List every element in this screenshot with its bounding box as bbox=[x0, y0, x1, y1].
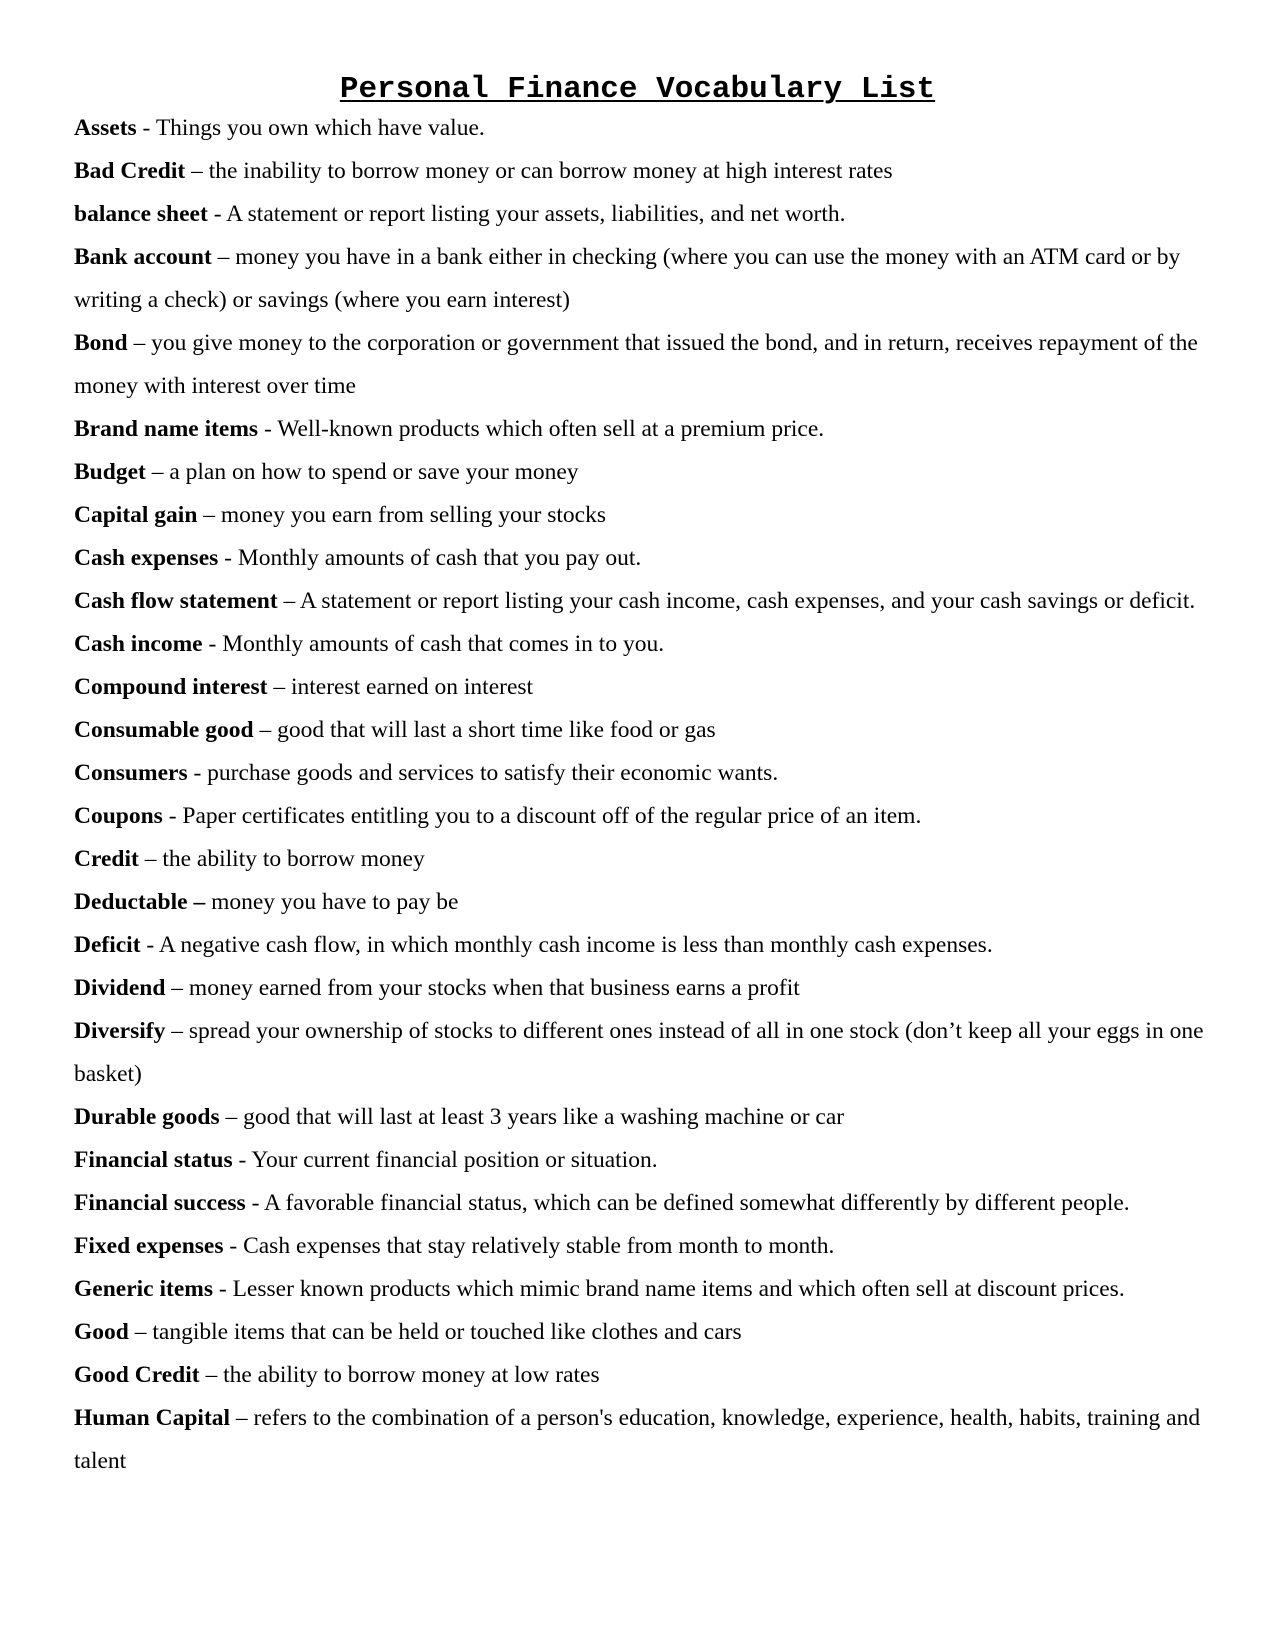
vocabulary-entry bbox=[74, 752, 1204, 795]
entry-separator: - bbox=[207, 201, 227, 227]
entry-separator: – bbox=[219, 1104, 244, 1130]
entry-term: Bond bbox=[74, 330, 128, 356]
entry-separator: – bbox=[138, 846, 163, 872]
vocabulary-entry bbox=[74, 1354, 1204, 1397]
entry-term: Financial success bbox=[74, 1190, 246, 1216]
entry-term: Coupons bbox=[74, 803, 163, 829]
entry-definition: Your current financial position or situation. bbox=[251, 1147, 658, 1173]
entry-definition: A statement or report listing your assets, liabilities, and net worth. bbox=[226, 201, 846, 227]
entry-separator: - bbox=[162, 803, 183, 829]
entry-separator: - bbox=[218, 545, 238, 571]
entry-term: Durable goods bbox=[74, 1104, 220, 1130]
entry-separator: – bbox=[230, 1405, 254, 1431]
vocabulary-entry bbox=[74, 1311, 1204, 1354]
entry-term: Generic items bbox=[74, 1276, 213, 1302]
entry-definition: the ability to borrow money at low rates bbox=[223, 1362, 600, 1388]
entry-definition: tangible items that can be held or touched like clothes and cars bbox=[152, 1319, 742, 1345]
vocabulary-entry bbox=[74, 881, 1204, 924]
vocabulary-entry bbox=[74, 1010, 1204, 1096]
entry-term: Brand name items bbox=[74, 416, 259, 442]
entry-term: Compound interest bbox=[74, 674, 268, 700]
entry-term: Bank account bbox=[74, 244, 212, 270]
entry-term: Consumers bbox=[74, 760, 188, 786]
vocabulary-entry bbox=[74, 924, 1204, 967]
entry-term: Assets bbox=[74, 115, 137, 141]
entry-separator: – bbox=[199, 1362, 224, 1388]
entry-term: Consumable good bbox=[74, 717, 254, 743]
vocabulary-entry bbox=[74, 1397, 1204, 1483]
entry-definition: Cash expenses that stay relatively stable from month to month. bbox=[243, 1233, 835, 1259]
vocabulary-list bbox=[74, 107, 1204, 1483]
vocabulary-entry bbox=[74, 537, 1204, 580]
vocabulary-entry bbox=[74, 1268, 1204, 1311]
entry-term: Deficit bbox=[74, 932, 141, 958]
entry-separator: – bbox=[211, 244, 236, 270]
vocabulary-entry bbox=[74, 795, 1204, 838]
entry-term: Good Credit bbox=[74, 1362, 200, 1388]
entry-term: Capital gain bbox=[74, 502, 198, 528]
entry-separator: – bbox=[267, 674, 291, 700]
vocabulary-entry bbox=[74, 193, 1204, 236]
entry-separator: – bbox=[145, 459, 170, 485]
entry-definition: the ability to borrow money bbox=[162, 846, 425, 872]
vocabulary-entry bbox=[74, 408, 1204, 451]
entry-separator: – bbox=[165, 975, 189, 1001]
entry-definition: money you have in a bank either in checking (where you can use the money with an ATM card or by writing a check) or savings (where you earn interest) bbox=[74, 244, 1181, 313]
entry-definition: a plan on how to spend or save your money bbox=[169, 459, 579, 485]
entry-definition: A statement or report listing your cash income, cash expenses, and your cash savings or deficit. bbox=[299, 588, 1196, 614]
entry-definition: A negative cash flow, in which monthly cash income is less than monthly cash expenses. bbox=[158, 932, 993, 958]
vocabulary-entry bbox=[74, 967, 1204, 1010]
entry-separator: – bbox=[165, 1018, 189, 1044]
vocabulary-entry bbox=[74, 1182, 1204, 1225]
entry-separator: - bbox=[140, 932, 159, 958]
entry-separator: – bbox=[127, 330, 152, 356]
page-title bbox=[0, 72, 1275, 108]
entry-term: Bad Credit bbox=[74, 158, 186, 184]
entry-separator: – bbox=[128, 1319, 153, 1345]
entry-definition: good that will last at least 3 years like a washing machine or car bbox=[243, 1104, 845, 1130]
vocabulary-entry bbox=[74, 1225, 1204, 1268]
entry-term: Financial status bbox=[74, 1147, 233, 1173]
entry-separator: - bbox=[223, 1233, 244, 1259]
vocabulary-entry bbox=[74, 623, 1204, 666]
entry-separator: - bbox=[245, 1190, 264, 1216]
entry-separator: – bbox=[277, 588, 300, 614]
entry-term: Dividend bbox=[74, 975, 166, 1001]
entry-term: Cash expenses bbox=[74, 545, 219, 571]
vocabulary-entry bbox=[74, 322, 1204, 408]
entry-term: Fixed expenses bbox=[74, 1233, 224, 1259]
entry-term: Credit bbox=[74, 846, 139, 872]
entry-definition: Things you own which have value. bbox=[155, 115, 485, 141]
entry-separator: - bbox=[187, 760, 208, 786]
entry-separator: – bbox=[185, 158, 209, 184]
entry-definition: Well-known products which often sell at a premium price. bbox=[277, 416, 825, 442]
entry-definition: the inability to borrow money or can borrow money at high interest rates bbox=[208, 158, 893, 184]
entry-separator: - bbox=[136, 115, 156, 141]
vocabulary-entry bbox=[74, 1139, 1204, 1182]
vocabulary-entry bbox=[74, 709, 1204, 752]
vocabulary-entry bbox=[74, 1096, 1204, 1139]
vocabulary-entry bbox=[74, 666, 1204, 709]
entry-separator: – bbox=[253, 717, 278, 743]
entry-definition: interest earned on interest bbox=[290, 674, 534, 700]
entry-definition: money you earn from selling your stocks bbox=[220, 502, 606, 528]
entry-definition: Lesser known products which mimic brand name items and which often sell at discount prices. bbox=[232, 1276, 1125, 1302]
vocabulary-entry bbox=[74, 838, 1204, 881]
entry-term: Deductable – bbox=[74, 889, 206, 915]
entry-definition: money earned from your stocks when that business earns a profit bbox=[188, 975, 800, 1001]
entry-term: Cash income bbox=[74, 631, 203, 657]
entry-definition: money you have to pay be bbox=[211, 889, 459, 915]
vocabulary-entry bbox=[74, 580, 1204, 623]
entry-definition: good that will last a short time like food or gas bbox=[277, 717, 716, 743]
entry-term: balance sheet bbox=[74, 201, 208, 227]
entry-term: Diversify bbox=[74, 1018, 166, 1044]
vocabulary-entry bbox=[74, 451, 1204, 494]
vocabulary-entry bbox=[74, 494, 1204, 537]
vocabulary-entry bbox=[74, 150, 1204, 193]
entry-definition: purchase goods and services to satisfy their economic wants. bbox=[207, 760, 779, 786]
entry-definition: Monthly amounts of cash that you pay out. bbox=[237, 545, 642, 571]
entry-definition: Monthly amounts of cash that comes in to you. bbox=[222, 631, 665, 657]
entry-definition: Paper certificates entitling you to a discount off of the regular price of an item. bbox=[182, 803, 922, 829]
entry-term: Good bbox=[74, 1319, 129, 1345]
entry-definition: spread your ownership of stocks to different ones instead of all in one stock (don’t keep all your eggs in one basket) bbox=[74, 1018, 1204, 1087]
entry-definition: A favorable financial status, which can be defined somewhat differently by different people. bbox=[263, 1190, 1130, 1216]
vocabulary-entry bbox=[74, 236, 1204, 322]
entry-separator: - bbox=[212, 1276, 233, 1302]
entry-term: Budget bbox=[74, 459, 146, 485]
entry-term: Human Capital bbox=[74, 1405, 231, 1431]
vocabulary-entry bbox=[74, 107, 1204, 150]
entry-separator: - bbox=[232, 1147, 252, 1173]
page-title-text: Personal Finance Vocabulary List bbox=[339, 72, 936, 107]
entry-separator: – bbox=[197, 502, 221, 528]
entry-separator: - bbox=[258, 416, 278, 442]
entry-separator: - bbox=[202, 631, 223, 657]
entry-definition: you give money to the corporation or government that issued the bond, and in return, receives repayment of the money with interest over time bbox=[74, 330, 1198, 399]
entry-definition: refers to the combination of a person's education, knowledge, experience, health, habits, training and talent bbox=[74, 1405, 1201, 1474]
entry-term: Cash flow statement bbox=[74, 588, 278, 614]
